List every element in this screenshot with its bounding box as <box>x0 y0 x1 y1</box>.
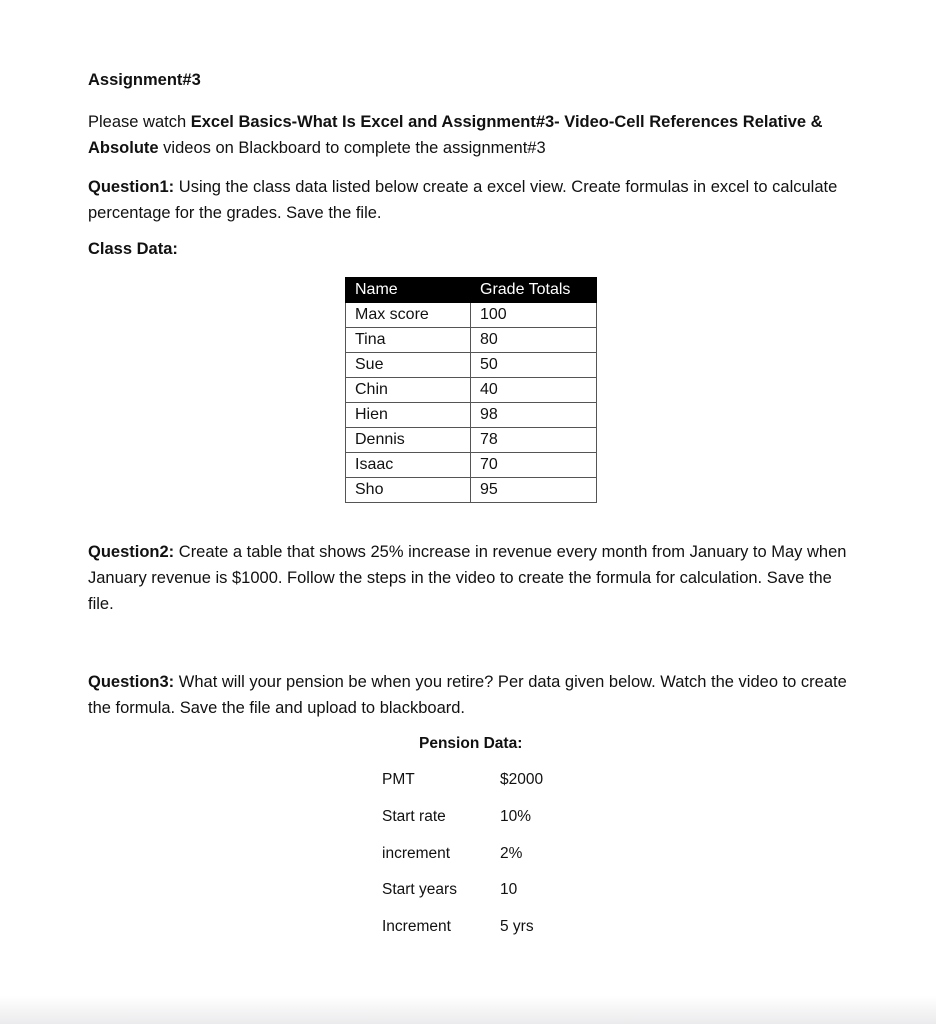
header-grade-totals: Grade Totals <box>471 278 597 303</box>
class-data-table <box>345 277 597 503</box>
header-name: Name <box>346 278 471 303</box>
table-row <box>346 328 597 353</box>
pension-value: 10 <box>500 881 518 898</box>
grade-total: 40 <box>471 378 597 403</box>
grade-total: 80 <box>471 328 597 353</box>
student-name: Chin <box>346 378 471 403</box>
student-name: Max score <box>346 303 471 328</box>
table-row <box>346 478 597 503</box>
student-name: Dennis <box>346 428 471 453</box>
student-name: Sue <box>346 353 471 378</box>
question1-text: Using the class data listed below create a excel view. Create formulas in excel to calculate percentage for the grades. Save the file. <box>88 178 838 222</box>
student-name: Hien <box>346 403 471 428</box>
class-data-label: Class Data: <box>88 240 178 258</box>
pension-row-pmt <box>382 771 602 793</box>
viewer-bottom-edge <box>0 996 936 1024</box>
pension-key: increment <box>382 845 451 862</box>
pension-data-label: Pension Data: <box>419 735 523 752</box>
question1-label: Question1: <box>88 178 175 196</box>
intro-text-end: videos on Blackboard to complete the assignment#3 <box>158 139 546 157</box>
pension-value: 10% <box>500 808 532 825</box>
pension-key: PMT <box>382 771 415 788</box>
pension-value: 5 yrs <box>500 918 534 935</box>
pension-key: Start years <box>382 881 457 898</box>
question1-paragraph <box>88 174 858 226</box>
grade-total: 95 <box>471 478 597 503</box>
table-row <box>346 353 597 378</box>
question3-label: Question3: <box>88 673 175 691</box>
question3-text: What will your pension be when you retire? Per data given below. Watch the video to create the formula. Save the file and upload to blackboard. <box>88 673 847 717</box>
assignment-title: Assignment#3 <box>88 71 201 89</box>
question3-paragraph <box>88 669 858 721</box>
grade-total: 50 <box>471 353 597 378</box>
table-row <box>346 378 597 403</box>
pension-key: Start rate <box>382 808 446 825</box>
student-name: Tina <box>346 328 471 353</box>
grade-total: 70 <box>471 453 597 478</box>
intro-text-start: Please watch <box>88 113 191 131</box>
table-row <box>346 403 597 428</box>
table-row <box>346 428 597 453</box>
table-header-row <box>346 278 597 303</box>
grade-total: 78 <box>471 428 597 453</box>
grade-total: 100 <box>471 303 597 328</box>
pension-value: $2000 <box>500 771 544 788</box>
table-row <box>346 303 597 328</box>
pension-row-increment-rate <box>382 845 602 867</box>
pension-row-increment-years <box>382 918 602 940</box>
video-titles: Excel Basics-What Is Excel and Assignment#3- Video-Cell References Relative & Absolute <box>88 113 823 157</box>
question2-text: Create a table that shows 25% increase in revenue every month from January to May when January revenue is $1000. Follow the steps in the video to create the formula for calculation. Save the file. <box>88 543 847 613</box>
pension-row-start-rate <box>382 808 602 830</box>
pension-key: Increment <box>382 918 451 935</box>
student-name: Sho <box>346 478 471 503</box>
student-name: Isaac <box>346 453 471 478</box>
pension-value: 2% <box>500 845 523 862</box>
question2-paragraph <box>88 539 858 617</box>
table-row <box>346 453 597 478</box>
intro-paragraph <box>88 109 858 161</box>
pension-row-start-years <box>382 881 602 903</box>
question2-label: Question2: <box>88 543 175 561</box>
grade-total: 98 <box>471 403 597 428</box>
